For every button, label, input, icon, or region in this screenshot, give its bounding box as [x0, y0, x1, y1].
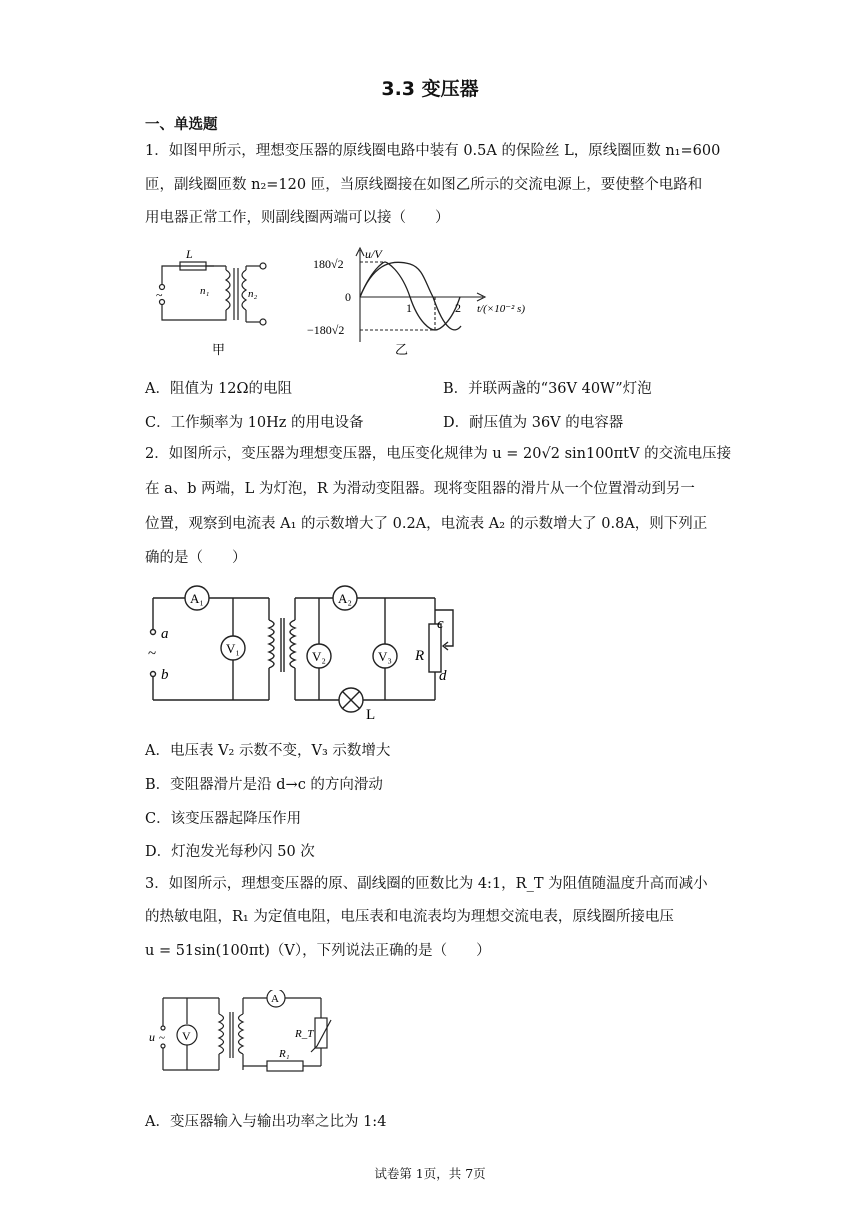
q1-line-1: 1．如图甲所示，理想变压器的原线圈电路中装有 0.5A 的保险丝 L，原线圈匝数 n₁=600 [145, 143, 721, 159]
q2-option-b: B．变阻器滑片是沿 d→c 的方向滑动 [145, 777, 383, 793]
lamp-label: L [366, 707, 376, 720]
terminal-c-label: c [437, 616, 444, 632]
q1-figure-yi-voltage-graph [305, 242, 545, 360]
terminal-a-label: a [161, 626, 169, 642]
a1-label: A₁ [190, 591, 204, 606]
section-heading: 一、单选题 [145, 117, 218, 133]
q3-circuit-figure [147, 990, 337, 1076]
q1-line-3: 用电器正常工作，则副线圈两端可以接（ ） [145, 210, 450, 226]
q2-line-2: 在 a、b 两端，L 为灯泡，R 为滑动变阻器。现将变阻器的滑片从一个位置滑动到另一 [145, 481, 695, 497]
q2-line-1: 2．如图所示，变压器为理想变压器，电压变化规律为 u = 20√2 sin100πtV 的交流电压接 [145, 446, 732, 462]
u-label: u [149, 1030, 155, 1044]
terminal-b-label: b [161, 667, 169, 683]
x-tick-2: 2 [455, 301, 461, 315]
fuse-label: L [186, 247, 193, 261]
q1-figure-jia [150, 242, 290, 360]
rt-label: R_T [295, 1028, 314, 1040]
q3-line-3: u = 51sin(100πt)（V），下列说法正确的是（ ） [145, 943, 491, 959]
q1-option-d: D．耐压值为 36V 的电容器 [443, 415, 624, 431]
figure-caption-jia: 甲 [212, 342, 226, 357]
q3-option-a: A．变压器输入与输出功率之比为 1:4 [145, 1114, 387, 1130]
terminal-d-label: d [439, 668, 447, 684]
r1-label: R₁ [279, 1048, 290, 1060]
page-title: 3.3 变压器 [381, 78, 479, 100]
v-label: V [182, 1029, 191, 1043]
a-label: A [271, 993, 279, 1005]
v3-label: V₃ [378, 649, 392, 664]
q2-circuit-figure [145, 580, 465, 720]
q3-line-1: 3．如图所示，理想变压器的原、副线圈的匝数比为 4:1，R_T 为阻值随温度升高而减小 [145, 876, 708, 892]
origin-label: 0 [345, 290, 351, 304]
thermistor-symbol [315, 1018, 327, 1048]
q1-option-b: B．并联两盏的“36V 40W”灯泡 [443, 381, 652, 397]
y-top-tick: 180√2 [313, 257, 344, 271]
n1-label: n₁ [200, 285, 210, 297]
x-tick-1: 1 [406, 301, 412, 315]
q2-line-3: 位置，观察到电流表 A₁ 的示数增大了 0.2A，电流表 A₂ 的示数增大了 0.8A，则下列正 [145, 516, 708, 532]
page-footer: 试卷第 1页，共 7页 [374, 1166, 486, 1181]
q2-option-a: A．电压表 V₂ 示数不变，V₃ 示数增大 [145, 743, 391, 759]
q1-option-c: C．工作频率为 10Hz 的用电设备 [145, 415, 364, 431]
q1-option-a: A．阻值为 12Ω的电阻 [145, 381, 293, 397]
figure-caption-yi: 乙 [395, 342, 409, 357]
v2-label: V₂ [312, 649, 326, 664]
q2-line-4: 确的是（ ） [145, 550, 247, 566]
y-bottom-tick: −180√2 [307, 323, 345, 337]
q3-line-2: 的热敏电阻，R₁ 为定值电阻，电压表和电流表均为理想交流电表，原线圈所接电压 [145, 909, 674, 925]
x-axis-label: t/(×10⁻² s) [477, 303, 525, 315]
ac-source-symbol-q3: ~ [159, 1032, 165, 1044]
ac-source-symbol-q2: ~ [148, 646, 157, 662]
ac-source-symbol: ~ [156, 288, 163, 302]
resistor-r1-symbol [267, 1061, 303, 1071]
v1-label: V₁ [226, 641, 240, 656]
a2-label: A₂ [338, 591, 352, 606]
rheostat-r-label: R [415, 648, 425, 664]
y-axis-label: u/V [365, 247, 382, 261]
q2-option-c: C．该变压器起降压作用 [145, 811, 302, 827]
q2-option-d: D．灯泡发光每秒闪 50 次 [145, 844, 315, 860]
n2-label: n₂ [248, 288, 258, 300]
q1-line-2: 匝，副线圈匝数 n₂=120 匝，当原线圈接在如图乙所示的交流电源上，要使整个电路和 [145, 177, 703, 193]
